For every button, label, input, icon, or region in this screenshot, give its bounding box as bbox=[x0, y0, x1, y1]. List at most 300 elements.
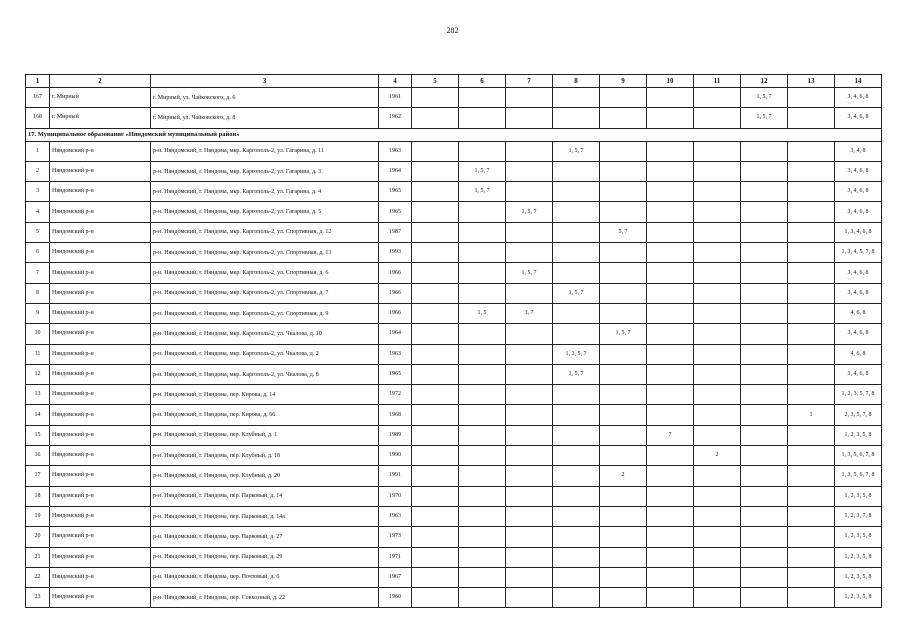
table-cell-col-4: 1991 bbox=[379, 466, 412, 486]
table-cell-col-3: р-н. Няндомский, г. Няндома, мкр. Каргополь-2, ул. Спортивная, д. 12 bbox=[151, 222, 379, 242]
table-cell-col-3: р-н. Няндомский, г. Няндома, мкр. Каргополь-2, ул. Гагарина, д. 4 bbox=[151, 182, 379, 202]
table-cell-col-12 bbox=[741, 141, 788, 161]
table-cell-col-4: 1963 bbox=[379, 506, 412, 526]
table-cell-col-8 bbox=[553, 263, 600, 283]
table-cell-col-12 bbox=[741, 243, 788, 263]
table-cell-col-5 bbox=[412, 202, 459, 222]
table-cell-col-12 bbox=[741, 263, 788, 283]
table-cell-col-5 bbox=[412, 243, 459, 263]
table-cell-col-10 bbox=[647, 303, 694, 323]
table-cell-col-7 bbox=[506, 486, 553, 506]
table-cell-col-9 bbox=[600, 527, 647, 547]
table-cell-col-2: Няндомский р-н bbox=[50, 344, 151, 364]
table-cell-col-14: 3, 4, 6, 8 bbox=[835, 324, 882, 344]
table-cell-col-12 bbox=[741, 486, 788, 506]
table-cell-col-3: р-н. Няндомский, г. Няндома, мкр. Каргополь-2, ул. Гагарина, д. 5 bbox=[151, 202, 379, 222]
column-header-12: 12 bbox=[741, 75, 788, 88]
table-cell-col-7 bbox=[506, 222, 553, 242]
table-cell-col-14: 1, 3, 5, 6, 7, 8 bbox=[835, 446, 882, 466]
table-cell-col-7 bbox=[506, 243, 553, 263]
table-cell-col-5 bbox=[412, 425, 459, 445]
table-cell-col-12 bbox=[741, 364, 788, 384]
table-cell-col-1: 23 bbox=[26, 588, 50, 608]
page-number: 282 bbox=[446, 26, 459, 35]
table-body bbox=[26, 88, 882, 608]
table-cell-col-13 bbox=[788, 182, 835, 202]
table-cell-col-10 bbox=[647, 202, 694, 222]
table-cell-col-8 bbox=[553, 588, 600, 608]
table-cell-col-14: 4, 6, 8 bbox=[835, 344, 882, 364]
table-cell-col-8 bbox=[553, 108, 600, 128]
table-cell-col-9 bbox=[600, 567, 647, 587]
table-cell-col-9 bbox=[600, 283, 647, 303]
table-cell-col-1: 13 bbox=[26, 385, 50, 405]
table-cell-col-7 bbox=[506, 425, 553, 445]
table-cell-col-12 bbox=[741, 202, 788, 222]
table-cell-col-5 bbox=[412, 466, 459, 486]
table-cell-col-11 bbox=[694, 182, 741, 202]
table-cell-col-14: 1, 2, 3, 5, 8 bbox=[835, 527, 882, 547]
table-cell-col-2: Няндомский р-н bbox=[50, 263, 151, 283]
column-header-7: 7 bbox=[506, 75, 553, 88]
table-row bbox=[26, 324, 882, 344]
table-cell-col-11 bbox=[694, 263, 741, 283]
table-cell-col-8 bbox=[553, 486, 600, 506]
column-header-10: 10 bbox=[647, 75, 694, 88]
table-cell-col-2: Няндомский р-н bbox=[50, 506, 151, 526]
table-cell-col-2: Няндомский р-н bbox=[50, 202, 151, 222]
table-cell-col-1: 7 bbox=[26, 263, 50, 283]
table-cell-col-5 bbox=[412, 222, 459, 242]
table-cell-col-3: р-н. Няндомский, г. Няндома, мкр. Каргополь-2, ул. Чкалова, д. 8 bbox=[151, 364, 379, 384]
table-row bbox=[26, 141, 882, 161]
table-cell-col-8: 1, 3, 5, 7 bbox=[553, 344, 600, 364]
table-cell-col-1: 9 bbox=[26, 303, 50, 323]
table-cell-col-13 bbox=[788, 506, 835, 526]
table-cell-col-5 bbox=[412, 141, 459, 161]
table-cell-col-10 bbox=[647, 466, 694, 486]
table-cell-col-6 bbox=[459, 202, 506, 222]
table-cell-col-5 bbox=[412, 263, 459, 283]
table-cell-col-2: Няндомский р-н bbox=[50, 243, 151, 263]
table-cell-col-5 bbox=[412, 182, 459, 202]
table-cell-col-4: 1966 bbox=[379, 263, 412, 283]
table-cell-col-12 bbox=[741, 303, 788, 323]
table-cell-col-7 bbox=[506, 161, 553, 181]
table-cell-col-9 bbox=[600, 405, 647, 425]
table-cell-col-12 bbox=[741, 547, 788, 567]
table-cell-col-7 bbox=[506, 385, 553, 405]
table-row bbox=[26, 364, 882, 384]
table-cell-col-14: 1, 2, 3, 5, 8 bbox=[835, 425, 882, 445]
table-cell-col-12 bbox=[741, 344, 788, 364]
table-cell-col-5 bbox=[412, 108, 459, 128]
table-cell-col-7: 3, 7 bbox=[506, 303, 553, 323]
table-cell-col-5 bbox=[412, 567, 459, 587]
table-cell-col-9 bbox=[600, 88, 647, 108]
table-cell-col-7 bbox=[506, 283, 553, 303]
table-cell-col-11 bbox=[694, 303, 741, 323]
table-cell-col-3: р-н. Няндомский, г. Няндома, пер. Кирова, д. 66 bbox=[151, 405, 379, 425]
table-cell-col-2: Няндомский р-н bbox=[50, 547, 151, 567]
table-cell-col-10 bbox=[647, 506, 694, 526]
table-cell-col-7 bbox=[506, 588, 553, 608]
table-cell-col-14: 1, 3, 4, 6, 8 bbox=[835, 222, 882, 242]
table-cell-col-7 bbox=[506, 141, 553, 161]
table-cell-col-6 bbox=[459, 263, 506, 283]
table-cell-col-2: Няндомский р-н bbox=[50, 385, 151, 405]
table-cell-col-8 bbox=[553, 567, 600, 587]
table-cell-col-13 bbox=[788, 222, 835, 242]
table-row bbox=[26, 385, 882, 405]
table-cell-col-14: 1, 3, 5, 6, 7, 8 bbox=[835, 466, 882, 486]
table-cell-col-13 bbox=[788, 161, 835, 181]
table-cell-col-6 bbox=[459, 446, 506, 466]
table-cell-col-1: 19 bbox=[26, 506, 50, 526]
table-cell-col-2: Няндомский р-н bbox=[50, 141, 151, 161]
table-cell-col-8 bbox=[553, 243, 600, 263]
table-cell-col-13 bbox=[788, 344, 835, 364]
table-cell-col-11 bbox=[694, 466, 741, 486]
table-cell-col-10 bbox=[647, 243, 694, 263]
table-cell-col-3: р-н. Няндомский, г. Няндома, мкр. Каргополь-2, ул. Спортивная, д. 6 bbox=[151, 263, 379, 283]
table-cell-col-10 bbox=[647, 88, 694, 108]
table-cell-col-6: 1, 5, 7 bbox=[459, 182, 506, 202]
table-cell-col-8 bbox=[553, 182, 600, 202]
table-cell-col-3: р-н. Няндомский, г. Няндома, пер. Клубный, д. 20 bbox=[151, 466, 379, 486]
table-cell-col-7 bbox=[506, 324, 553, 344]
table-cell-col-14: 3, 4, 6, 8 bbox=[835, 88, 882, 108]
table-cell-col-13 bbox=[788, 202, 835, 222]
column-header-6: 6 bbox=[459, 75, 506, 88]
table-cell-col-2: Няндомский р-н bbox=[50, 303, 151, 323]
table-cell-col-13 bbox=[788, 108, 835, 128]
table-cell-col-11 bbox=[694, 547, 741, 567]
table-cell-col-10 bbox=[647, 405, 694, 425]
table-cell-col-9 bbox=[600, 243, 647, 263]
table-cell-col-3: р-н. Няндомский, г. Няндома, мкр. Каргополь-2, ул. Гагарина, д. 11 bbox=[151, 141, 379, 161]
table-cell-col-1: 167 bbox=[26, 88, 50, 108]
table-row bbox=[26, 567, 882, 587]
table-cell-col-11 bbox=[694, 202, 741, 222]
table-cell-col-6 bbox=[459, 385, 506, 405]
table-cell-col-13 bbox=[788, 324, 835, 344]
table-cell-col-4: 1973 bbox=[379, 527, 412, 547]
table-cell-col-14: 1, 2, 3, 5, 8 bbox=[835, 588, 882, 608]
table-cell-col-6 bbox=[459, 222, 506, 242]
table-cell-col-4: 1968 bbox=[379, 405, 412, 425]
table-cell-col-1: 5 bbox=[26, 222, 50, 242]
table-cell-col-3: р-н. Няндомский, г. Няндома, мкр. Каргополь-2, ул. Чкалова, д. 2 bbox=[151, 344, 379, 364]
table-cell-col-4: 1964 bbox=[379, 324, 412, 344]
table-cell-col-2: Няндомский р-н bbox=[50, 182, 151, 202]
table-cell-col-14: 3, 4, 6, 8 bbox=[835, 263, 882, 283]
table-row bbox=[26, 466, 882, 486]
table-cell-col-9 bbox=[600, 364, 647, 384]
table-cell-col-4: 1966 bbox=[379, 283, 412, 303]
table-cell-col-12 bbox=[741, 405, 788, 425]
column-header-1: 1 bbox=[26, 75, 50, 88]
table-cell-col-12: 1, 5, 7 bbox=[741, 88, 788, 108]
table-row bbox=[26, 527, 882, 547]
table-cell-col-2: г. Мирный bbox=[50, 108, 151, 128]
table-cell-col-1: 21 bbox=[26, 547, 50, 567]
table-cell-col-2: Няндомский р-н bbox=[50, 567, 151, 587]
table-cell-col-1: 4 bbox=[26, 202, 50, 222]
table-cell-col-2: Няндомский р-н bbox=[50, 486, 151, 506]
table-cell-col-13 bbox=[788, 303, 835, 323]
table-cell-col-10 bbox=[647, 283, 694, 303]
table-cell-col-3: р-н. Няндомский, г. Няндома, пер. Клубный, д. 1 bbox=[151, 425, 379, 445]
table-cell-col-5 bbox=[412, 405, 459, 425]
table-cell-col-12 bbox=[741, 588, 788, 608]
column-header-11: 11 bbox=[694, 75, 741, 88]
table-cell-col-3: р-н. Няндомский, г. Няндома, мкр. Каргополь-2, ул. Спортивная, д. 13 bbox=[151, 243, 379, 263]
table-cell-col-8 bbox=[553, 161, 600, 181]
table-cell-col-1: 15 bbox=[26, 425, 50, 445]
table-cell-col-4: 1965 bbox=[379, 202, 412, 222]
table-cell-col-11 bbox=[694, 243, 741, 263]
table-cell-col-6 bbox=[459, 364, 506, 384]
table-cell-col-5 bbox=[412, 344, 459, 364]
table-cell-col-2: Няндомский р-н bbox=[50, 324, 151, 344]
table-cell-col-4: 1965 bbox=[379, 182, 412, 202]
table-cell-col-8 bbox=[553, 425, 600, 445]
table-cell-col-2: Няндомский р-н bbox=[50, 222, 151, 242]
table-cell-col-12 bbox=[741, 324, 788, 344]
table-cell-col-8 bbox=[553, 506, 600, 526]
table-cell-col-9 bbox=[600, 486, 647, 506]
table-cell-col-13 bbox=[788, 243, 835, 263]
table-cell-col-12 bbox=[741, 466, 788, 486]
table-cell-col-5 bbox=[412, 161, 459, 181]
table-cell-col-10 bbox=[647, 486, 694, 506]
table-cell-col-13 bbox=[788, 588, 835, 608]
table-cell-col-10 bbox=[647, 161, 694, 181]
table-cell-col-11 bbox=[694, 222, 741, 242]
table-cell-col-6: 1, 5 bbox=[459, 303, 506, 323]
table-cell-col-9 bbox=[600, 108, 647, 128]
table-cell-col-13: 1 bbox=[788, 405, 835, 425]
table-cell-col-13 bbox=[788, 446, 835, 466]
table-cell-col-12 bbox=[741, 506, 788, 526]
table-cell-col-9 bbox=[600, 263, 647, 283]
column-header-8: 8 bbox=[553, 75, 600, 88]
table-cell-col-6 bbox=[459, 405, 506, 425]
table-cell-col-14: 3, 4, 6, 8 bbox=[835, 364, 882, 384]
table-cell-col-11: 2 bbox=[694, 446, 741, 466]
table-cell-col-9 bbox=[600, 182, 647, 202]
table-cell-col-7 bbox=[506, 405, 553, 425]
table-cell-col-10 bbox=[647, 567, 694, 587]
table-cell-col-1: 1 bbox=[26, 141, 50, 161]
table-cell-col-11 bbox=[694, 344, 741, 364]
table-cell-col-9 bbox=[600, 385, 647, 405]
table-cell-col-6 bbox=[459, 567, 506, 587]
table-cell-col-12 bbox=[741, 182, 788, 202]
table-cell-col-2: Няндомский р-н bbox=[50, 527, 151, 547]
table-cell-col-12 bbox=[741, 425, 788, 445]
table-cell-col-6 bbox=[459, 425, 506, 445]
table-cell-col-5 bbox=[412, 506, 459, 526]
table-cell-col-4: 1961 bbox=[379, 88, 412, 108]
table-cell-col-8 bbox=[553, 446, 600, 466]
table-cell-col-14: 2, 3, 5, 7, 8 bbox=[835, 405, 882, 425]
table-cell-col-9: 1, 5, 7 bbox=[600, 324, 647, 344]
table-cell-col-3: р-н. Няндомский, г. Няндома, мкр. Каргополь-2, ул. Спортивная, д. 7 bbox=[151, 283, 379, 303]
table-cell-col-1: 2 bbox=[26, 161, 50, 181]
table-row bbox=[26, 108, 882, 128]
table-cell-col-13 bbox=[788, 466, 835, 486]
table-cell-col-9 bbox=[600, 547, 647, 567]
table-cell-col-12 bbox=[741, 161, 788, 181]
table-cell-col-6: 1, 5, 7 bbox=[459, 161, 506, 181]
table-cell-col-7 bbox=[506, 527, 553, 547]
table-cell-col-10 bbox=[647, 141, 694, 161]
table-cell-col-7 bbox=[506, 344, 553, 364]
table-cell-col-14: 1, 2, 3, 7, 8 bbox=[835, 506, 882, 526]
table-cell-col-14: 1, 2, 3, 5, 8 bbox=[835, 567, 882, 587]
table-cell-col-11 bbox=[694, 527, 741, 547]
table-cell-col-4: 1966 bbox=[379, 303, 412, 323]
table-cell-col-5 bbox=[412, 88, 459, 108]
table-cell-col-1: 22 bbox=[26, 567, 50, 587]
table-cell-col-3: р-н. Няндомский, г. Няндома, пер. Парковый, д. 27 bbox=[151, 527, 379, 547]
table-cell-col-6 bbox=[459, 547, 506, 567]
table-cell-col-5 bbox=[412, 283, 459, 303]
table-row bbox=[26, 425, 882, 445]
table-cell-col-3: р-н. Няндомский, г. Няндома, пер. Парковый, д. 14а bbox=[151, 506, 379, 526]
table-cell-col-8 bbox=[553, 405, 600, 425]
table-cell-col-6 bbox=[459, 527, 506, 547]
table-cell-col-1: 6 bbox=[26, 243, 50, 263]
table-cell-col-10 bbox=[647, 385, 694, 405]
table-cell-col-9 bbox=[600, 588, 647, 608]
table-cell-col-4: 1971 bbox=[379, 547, 412, 567]
table-cell-col-3: р-н. Няндомский, г. Няндома, пер. Кирова, д. 14 bbox=[151, 385, 379, 405]
table-cell-col-5 bbox=[412, 588, 459, 608]
table-cell-col-5 bbox=[412, 446, 459, 466]
table-cell-col-11 bbox=[694, 567, 741, 587]
table-cell-col-4: 1972 bbox=[379, 385, 412, 405]
table-cell-col-9 bbox=[600, 344, 647, 364]
table-cell-col-5 bbox=[412, 364, 459, 384]
table-cell-col-14: 1, 2, 3, 5, 7, 8 bbox=[835, 385, 882, 405]
table-cell-col-2: Няндомский р-н bbox=[50, 588, 151, 608]
section-row bbox=[26, 128, 882, 141]
table-cell-col-12 bbox=[741, 283, 788, 303]
table-cell-col-13 bbox=[788, 283, 835, 303]
table-cell-col-11 bbox=[694, 506, 741, 526]
table-cell-col-1: 168 bbox=[26, 108, 50, 128]
table-cell-col-4: 1987 bbox=[379, 222, 412, 242]
table-cell-col-4: 1970 bbox=[379, 486, 412, 506]
table-cell-col-8: 1, 5, 7 bbox=[553, 364, 600, 384]
table-cell-col-7 bbox=[506, 567, 553, 587]
table-cell-col-6 bbox=[459, 283, 506, 303]
table-cell-col-8 bbox=[553, 547, 600, 567]
table-cell-col-11 bbox=[694, 385, 741, 405]
table-cell-col-8 bbox=[553, 324, 600, 344]
table-cell-col-6 bbox=[459, 88, 506, 108]
table-cell-col-13 bbox=[788, 364, 835, 384]
data-table bbox=[25, 74, 882, 608]
table-cell-col-4: 1963 bbox=[379, 344, 412, 364]
table-cell-col-3: р-н. Няндомский, г. Няндома, пер. Парковый, д. 29 bbox=[151, 547, 379, 567]
table-cell-col-12 bbox=[741, 385, 788, 405]
table-cell-col-13 bbox=[788, 547, 835, 567]
table-cell-col-8 bbox=[553, 303, 600, 323]
table-cell-col-6 bbox=[459, 344, 506, 364]
table-cell-col-10 bbox=[647, 344, 694, 364]
table-cell-col-2: Няндомский р-н bbox=[50, 405, 151, 425]
table-row bbox=[26, 182, 882, 202]
table-cell-col-7 bbox=[506, 364, 553, 384]
table-cell-col-5 bbox=[412, 527, 459, 547]
table-cell-col-11 bbox=[694, 425, 741, 445]
table-cell-col-8 bbox=[553, 466, 600, 486]
table-cell-col-10 bbox=[647, 108, 694, 128]
table-cell-col-7 bbox=[506, 182, 553, 202]
table-cell-col-13 bbox=[788, 263, 835, 283]
table-cell-col-3: р-н. Няндомский, г. Няндома, пер. Клубный, д. 18 bbox=[151, 446, 379, 466]
table-cell-col-10 bbox=[647, 547, 694, 567]
table-cell-col-4: 1967 bbox=[379, 567, 412, 587]
table-cell-col-7 bbox=[506, 446, 553, 466]
table-row bbox=[26, 161, 882, 181]
table-cell-col-7 bbox=[506, 506, 553, 526]
table-cell-col-11 bbox=[694, 364, 741, 384]
table-cell-col-3: г. Мирный, ул. Чайковского, д. 6 bbox=[151, 88, 379, 108]
table-cell-col-9: 5, 7 bbox=[600, 222, 647, 242]
table-cell-col-1: 8 bbox=[26, 283, 50, 303]
table-cell-col-3: р-н. Няндомский, г. Няндома, мкр. Каргополь-2, ул. Спортивная, д. 9 bbox=[151, 303, 379, 323]
table-cell-col-14: 1, 3, 4, 5, 7, 8 bbox=[835, 243, 882, 263]
table-cell-col-1: 12 bbox=[26, 364, 50, 384]
table-cell-col-11 bbox=[694, 108, 741, 128]
table-cell-col-8 bbox=[553, 222, 600, 242]
table-cell-col-14: 1, 2, 3, 5, 8 bbox=[835, 486, 882, 506]
table-cell-col-10 bbox=[647, 446, 694, 466]
table-cell-col-14: 4, 6, 8 bbox=[835, 303, 882, 323]
table-cell-col-4: 1964 bbox=[379, 161, 412, 181]
table-row bbox=[26, 202, 882, 222]
table-cell-col-6 bbox=[459, 588, 506, 608]
table-cell-col-8: 1, 5, 7 bbox=[553, 141, 600, 161]
table-cell-col-1: 17 bbox=[26, 466, 50, 486]
table-cell-col-5 bbox=[412, 385, 459, 405]
column-header-13: 13 bbox=[788, 75, 835, 88]
table-cell-col-11 bbox=[694, 324, 741, 344]
table-cell-col-2: г. Мирный bbox=[50, 88, 151, 108]
table-cell-col-14: 3, 4, 6, 8 bbox=[835, 202, 882, 222]
table-cell-col-13 bbox=[788, 141, 835, 161]
column-header-14: 14 bbox=[835, 75, 882, 88]
table-cell-col-13 bbox=[788, 567, 835, 587]
column-header-2: 2 bbox=[50, 75, 151, 88]
table-cell-col-3: г. Мирный, ул. Чайковского, д. 8 bbox=[151, 108, 379, 128]
table-cell-col-6 bbox=[459, 324, 506, 344]
table-row bbox=[26, 283, 882, 303]
table-row bbox=[26, 222, 882, 242]
table-cell-col-4: 1989 bbox=[379, 425, 412, 445]
table-cell-col-1: 11 bbox=[26, 344, 50, 364]
column-header-3: 3 bbox=[151, 75, 379, 88]
table-cell-col-9 bbox=[600, 446, 647, 466]
table-row bbox=[26, 588, 882, 608]
table-cell-col-9 bbox=[600, 202, 647, 222]
table-cell-col-3: р-н. Няндомский, г. Няндома, пер. Почтовый, д. 6 bbox=[151, 567, 379, 587]
